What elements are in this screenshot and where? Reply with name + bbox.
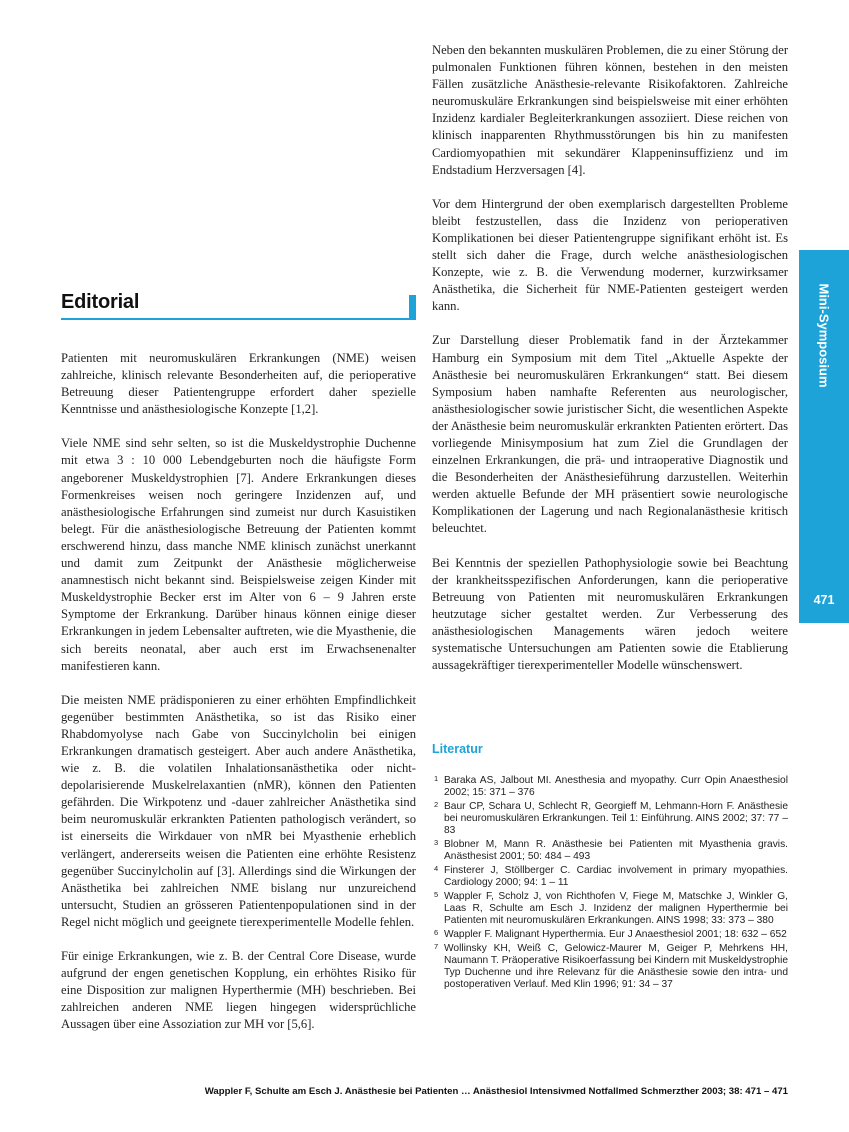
paragraph: Für einige Erkrankungen, wie z. B. der Central Core Disease, wurde aufgrund der engen genetischen Kopplung, ein erhöhtes Risiko für eine Disposition zur malignen Hyperthermie (MH) beschrieben. Bei zahlreichen anderen NME liegen hingegen widersprüchliche Aussagen über eine Assoziation zur MH vor [5,6]. xyxy=(61,949,416,1032)
reference-item xyxy=(432,929,788,941)
reference-number: 1 xyxy=(434,774,439,783)
paragraph: Vor dem Hintergrund der oben exemplarisch dargestellten Probleme bleibt festzustellen, dass die Inzidenz von perioperativen Komplikationen bei dieser Patientengruppe signifikant erhöht ist. Es stellt sich daher die Frage, durch welche anästhesiologischen Konzepte, wie z. B. die Verwendung moderner, kurzwirksamer Anästhetika, die Sicherheit für NME-Patienten gesteigert werden kann. xyxy=(432,196,788,314)
page-title: Editorial xyxy=(61,291,140,313)
reference-text: Blobner M, Mann R. Anästhesie bei Patienten mit Myasthenia gravis. Anästhesist 2001; 50: 484 – 493 xyxy=(444,839,788,863)
body-column-left xyxy=(61,350,416,1050)
reference-number: 2 xyxy=(434,799,439,809)
reference-text: Wappler F, Scholz J, von Richthofen V, Fiege M, Matschke J, Winkler G, Laas R, Schulte am Esch J. Inzidenz der malignen Hyperthermie bei Patienten mit neuromuskulären Erkrankungen. AINS 1998; 33: 373 – 380 xyxy=(444,890,788,927)
reference-number: 5 xyxy=(434,889,439,899)
editorial-heading-block xyxy=(61,291,416,320)
reference-number: 6 xyxy=(434,927,439,937)
paragraph: Die meisten NME prädisponieren zu einer erhöhten Empfindlichkeit gegenüber bestimmten Anästhetika, so ist das Risiko einer Rhabdomyolyse nach Gabe von Succinylcholin bei einigen Erkrankungen dramatisch gesteigert. Aber auch andere Anästhetika, wie z. B. die volatilen Inhalationsanästhetika oder nicht-depolarisierende Muskelrelaxantien (nMR), können den Patienten gefährden. Die Wirkpotenz und -dauer zahlreicher Anästhetika sind beim neuromuskulär erkrankten Patienten pathologisch verändert, so ist einerseits die Wirkdauer von nMR bei Myasthenie erheblich verlängert, andererseits weisen die Patienten eine erhöhte Resistenz gegenüber Succinylcholin auf [3]. Allerdings sind die Wirkungen der Anästhetika bei zahlreichen NME bislang nur unzureichend untersucht, Studien an grösseren Patientenpopulationen sind in der Regel nicht möglich und geeignete tierexperimentelle Modelle fehlen. xyxy=(61,692,416,929)
reference-text: Wollinsky KH, Weiß C, Gelowicz-Maurer M, Geiger P, Mehrkens HH, Naumann T. Präoperative Risikoerfassung bei Kindern mit Muskeldystrophie Typ Duchenne und ihre Relevanz für die Anästhesie sowie den intra- und postoperativen Verlauf. Med Klin 1996; 91: 34 – 37 xyxy=(444,942,788,991)
reference-number: 3 xyxy=(434,838,439,848)
reference-item xyxy=(432,839,788,863)
paragraph: Viele NME sind sehr selten, so ist die Muskeldystrophie Duchenne mit etwa 3 : 10 000 Lebendgeburten noch die häufigste Form angeborener Muskeldystrophien [7]. Andere Erkrankungen dieses Formenkreises weisen noch geringere Inzidenzen auf, und anästhesiologische Erfahrungen sind zumeist nur durch Kasuistiken belegt. Für die anästhesiologische Betreuung der Patienten kommt erschwerend hinzu, dass manche NME klinisch zunächst unerkannt und damit zum Zeitpunkt der Anästhesie möglicherweise anamnestisch nicht bekannt sind. Beispielsweise zeigen Kinder mit Muskeldystrophie Becker erst im Alter von 6 – 9 Jahren erste Symptome der Erkrankung. Darüber hinaus können einige dieser Erkrankungen in jedem Lebensalter auftreten, wie die Myasthenie, die sich bereits neonatal, aber auch erst im Erwachsenenalter manifestieren kann. xyxy=(61,436,416,673)
heading-accent-bar xyxy=(409,295,416,319)
body-column-right xyxy=(432,42,788,691)
reference-item xyxy=(432,801,788,838)
paragraph: Bei Kenntnis der speziellen Pathophysiologie sowie bei Beachtung der krankheitsspezifischen Anforderungen, kann die perioperative Betreuung von Patienten mit neuromuskulären Erkrankungen heutzutage sicher gestaltet werden. Zur Verbesserung des anästhesiologischen Managements wären jedoch weitere systematische Untersuchungen am Patienten sowie die Etablierung aussagekräftiger tierexperimenteller Modelle wünschenswert. xyxy=(432,555,788,673)
reference-item xyxy=(432,775,788,799)
citation-footer: Wappler F, Schulte am Esch J. Anästhesie bei Patienten … Anästhesiol Intensivmed Notfallmed Schmerzther 2003; 38: 471 – 471 xyxy=(204,1086,788,1097)
reference-item xyxy=(432,865,788,889)
reference-text: Wappler F. Malignant Hyperthermia. Eur J Anaesthesiol 2001; 18: 632 – 652 xyxy=(444,928,787,940)
page-number: 471 xyxy=(813,593,835,607)
literature-heading: Literatur xyxy=(432,742,483,756)
reference-item xyxy=(432,943,788,992)
reference-item xyxy=(432,891,788,928)
section-side-tab xyxy=(799,250,849,623)
section-label: Mini-Symposium xyxy=(816,283,832,388)
reference-text: Finsterer J, Stöllberger C. Cardiac involvement in primary myopathies. Cardiology 2000; 94: 1 – 11 xyxy=(444,864,788,889)
paragraph: Zur Darstellung dieser Problematik fand in der Ärztekammer Hamburg ein Symposium mit dem Titel „Aktuelle Aspekte der Anästhesie bei neuromuskulären Erkrankungen“ statt. Bei diesem Symposium haben namhafte Referenten aus neurologischer, anästhesiologischer sowie juristischer Sicht, die wesentlichen Aspekte der Anästhesie beim neuromuskulär erkrankten Patienten erörtert. Das vorliegende Minisymposium hat zum Ziel die Grundlagen der einzelnen Erkrankungen, die prä- und intraoperative Diagnostik und die Besonderheiten der Anästhesieführung darzustellen. Weiterhin werden aktuelle Befunde der MH präsentiert sowie neurologische Komplikationen der Lagerung und nach Regionalanästhesie kritisch beleuchtet. xyxy=(432,333,788,536)
paragraph: Neben den bekannten muskulären Problemen, die zu einer Störung der pulmonalen Funktionen führen können, bestehen in den meisten Fällen zusätzliche Anästhesie-relevante Risikofaktoren. Zahlreiche neuromuskuläre Erkrankungen sind beispielsweise mit einer erhöhten Inzidenz kardialer Begleiterkrankungen assoziiert. Diese reichen von klinisch inapparenten Rhythmusstörungen bis hin zu manifesten Cardiomyopathien mit sekundärer Klappeninsuffizienz und im Endstadium Herzversagen [4]. xyxy=(432,43,789,177)
reference-list xyxy=(432,775,788,993)
reference-number: 4 xyxy=(434,863,439,873)
paragraph: Patienten mit neuromuskulären Erkrankungen (NME) weisen zahlreiche, klinisch relevante Besonderheiten auf, die perioperative Betreuung dieser Patientengruppe erfordert daher spezielle Kenntnisse und anästhesiologische Konzepte [1,2]. xyxy=(61,351,416,417)
reference-number: 7 xyxy=(434,941,439,951)
reference-text: Baur CP, Schara U, Schlecht R, Georgieff M, Lehmann-Horn F. Anästhesie bei neuromuskulären Erkrankungen. Teil 1: Einführung. AINS 2002; 37: 77 – 83 xyxy=(444,800,788,837)
reference-text: Baraka AS, Jalbout MI. Anesthesia and myopathy. Curr Opin Anaesthesiol 2002; 15: 371 – 376 xyxy=(444,775,788,799)
